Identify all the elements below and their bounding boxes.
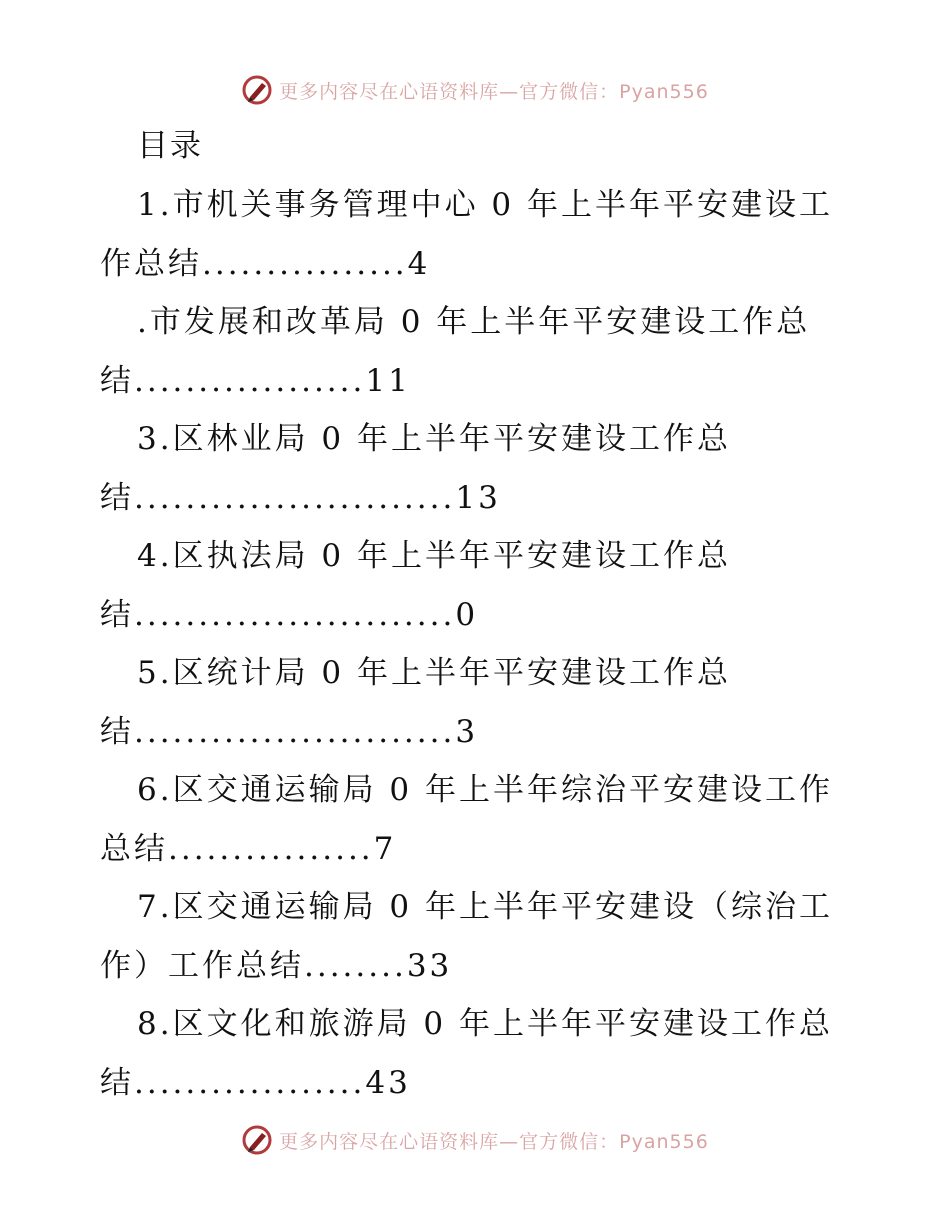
pen-logo-icon [241, 74, 273, 106]
watermark-text: 更多内容尽在心语资料库—官方微信：Pyan556 [279, 80, 709, 103]
toc-entry-6-line1[interactable]: 6.区交通运输局 0 年上半年综治平安建设工作 [137, 772, 834, 808]
toc-entry-5-line2[interactable]: 结.........................3 [100, 714, 479, 750]
watermark-text: 更多内容尽在心语资料库—官方微信：Pyan556 [279, 1130, 709, 1153]
toc-entry-8-line1[interactable]: 8.区文化和旅游局 0 年上半年平安建设工作总 [137, 1006, 834, 1042]
toc-entry-3-line1[interactable]: 3.区林业局 0 年上半年平安建设工作总 [137, 421, 732, 457]
footer-watermark [0, 1120, 950, 1160]
toc-entry-2-line1[interactable]: .市发展和改革局 0 年上半年平安建设工作总 [137, 304, 811, 340]
toc-entry-1-line2[interactable]: 作总结................4 [100, 246, 431, 282]
header-watermark [0, 70, 950, 110]
toc-title: 目录 [137, 128, 203, 164]
toc-entry-4-line2[interactable]: 结.........................0 [100, 597, 479, 633]
toc-entry-4-line1[interactable]: 4.区执法局 0 年上半年平安建设工作总 [137, 538, 732, 574]
toc-entry-6-line2[interactable]: 总结................7 [100, 831, 397, 867]
pen-logo-icon [241, 1124, 273, 1156]
toc-entry-8-line2[interactable]: 结..................43 [100, 1065, 411, 1101]
toc-entry-1-line1[interactable]: 1.市机关事务管理中心 0 年上半年平安建设工 [137, 187, 834, 223]
toc-entry-5-line1[interactable]: 5.区统计局 0 年上半年平安建设工作总 [137, 655, 732, 691]
toc-entry-7-line2[interactable]: 作）工作总结........33 [100, 948, 453, 984]
toc-entry-3-line2[interactable]: 结.........................13 [100, 480, 501, 516]
toc-entry-7-line1[interactable]: 7.区交通运输局 0 年上半年平安建设（综治工 [137, 889, 834, 925]
toc-entry-2-line2[interactable]: 结..................11 [100, 363, 411, 399]
